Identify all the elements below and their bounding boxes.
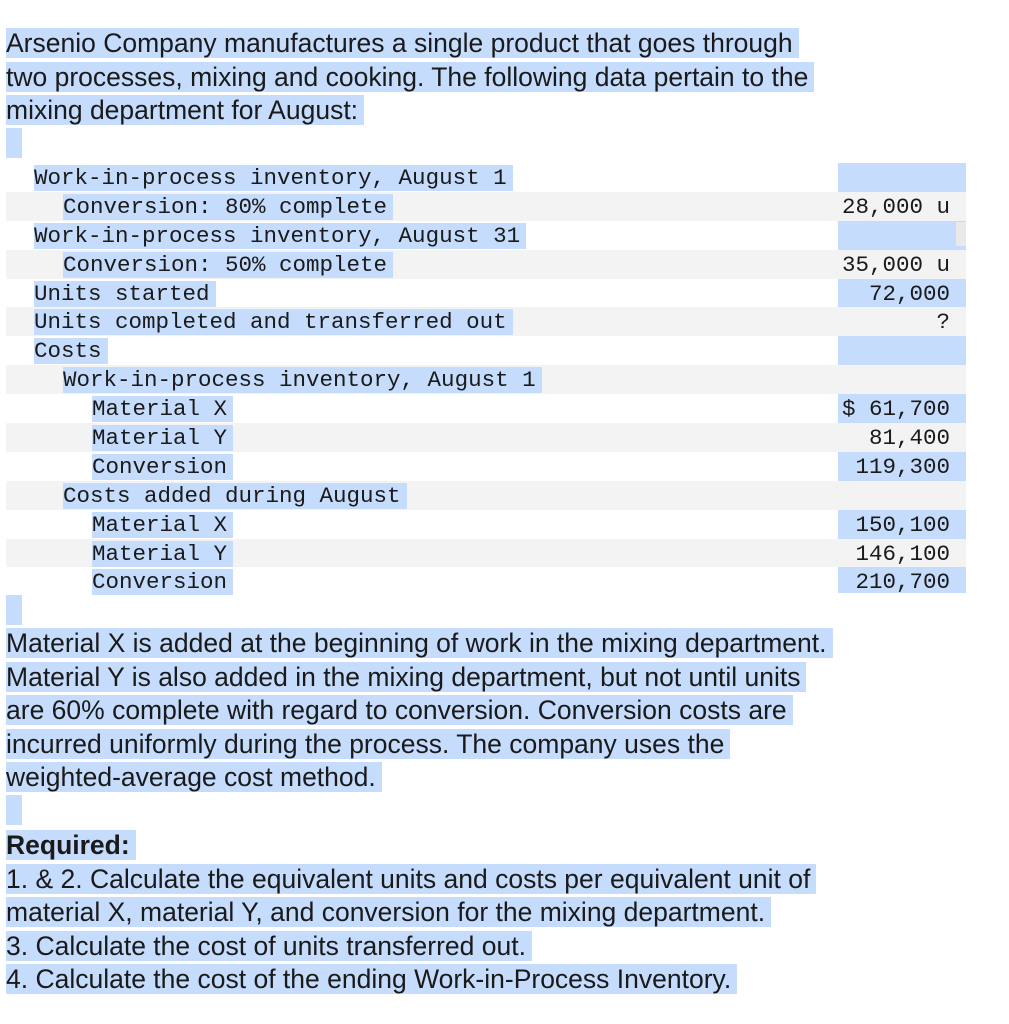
cutoff-edge (956, 222, 966, 246)
selection-gap (6, 595, 22, 625)
row-label: Material Y (92, 541, 233, 567)
description-line: incurred uniformly during the process. The company uses the (6, 728, 833, 762)
row-value: 150,100 (855, 511, 950, 538)
table-row (6, 279, 966, 308)
required-line: 4. Calculate the cost of the ending Work-in-Process Inventory. (6, 963, 816, 997)
table-row (6, 336, 966, 365)
row-label: Work-in-process inventory, August 31 (34, 223, 526, 249)
table-row (6, 250, 966, 279)
table-row (6, 307, 966, 336)
table-row (6, 539, 966, 568)
intro-paragraph (6, 27, 814, 128)
table-row (6, 452, 966, 481)
row-label: Units completed and transferred out (34, 309, 513, 335)
required-line: 3. Calculate the cost of units transferred out. (6, 930, 816, 964)
required-line: material X, material Y, and conversion for the mixing department. (6, 896, 816, 930)
row-value: 81,400 (868, 425, 950, 452)
row-value: 28,000 u (841, 193, 950, 220)
intro-line: Arsenio Company manufactures a single product that goes through (6, 27, 814, 61)
data-table (6, 163, 966, 596)
description-line: are 60% complete with regard to conversion. Conversion costs are (6, 694, 833, 728)
row-value: 210,700 (855, 569, 950, 596)
row-label: Material X (92, 396, 233, 422)
description-line: Material Y is also added in the mixing department, but not until units (6, 661, 833, 695)
row-label: Units started (34, 281, 216, 307)
row-label: Work-in-process inventory, August 1 (63, 367, 542, 393)
table-row (6, 481, 966, 510)
selection-gap (6, 795, 22, 825)
row-label: Conversion: 50% complete (63, 252, 393, 278)
row-label: Material Y (92, 425, 233, 451)
table-row (6, 510, 966, 539)
table-row (6, 221, 966, 250)
table-row (6, 365, 966, 394)
description-line: weighted-average cost method. (6, 761, 833, 795)
selection-gap (6, 128, 22, 158)
row-value: 146,100 (855, 540, 950, 567)
intro-line: two processes, mixing and cooking. The following data pertain to the (6, 61, 814, 95)
row-label: Work-in-process inventory, August 1 (34, 165, 513, 191)
table-row (6, 423, 966, 452)
required-section (6, 829, 816, 997)
row-label: Conversion (92, 454, 233, 480)
table-row (6, 163, 966, 192)
required-line: 1. & 2. Calculate the equivalent units and costs per equivalent unit of (6, 863, 816, 897)
table-row (6, 394, 966, 423)
row-value: $ 61,700 (841, 396, 950, 423)
table-row (6, 567, 966, 596)
row-label: Material X (92, 512, 233, 538)
row-value: 72,000 (868, 280, 950, 307)
row-value: 119,300 (855, 453, 950, 480)
description-line: Material X is added at the beginning of work in the mixing department. (6, 627, 833, 661)
row-label: Conversion: 80% complete (63, 194, 393, 220)
row-value: 35,000 u (841, 251, 950, 278)
required-heading: Required: (6, 829, 816, 863)
row-value: ? (936, 309, 950, 336)
description-paragraph (6, 627, 833, 795)
row-label: Costs (34, 338, 108, 364)
row-label: Conversion (92, 569, 233, 595)
table-row (6, 192, 966, 221)
intro-line: mixing department for August: (6, 94, 814, 128)
row-label: Costs added during August (63, 483, 407, 509)
